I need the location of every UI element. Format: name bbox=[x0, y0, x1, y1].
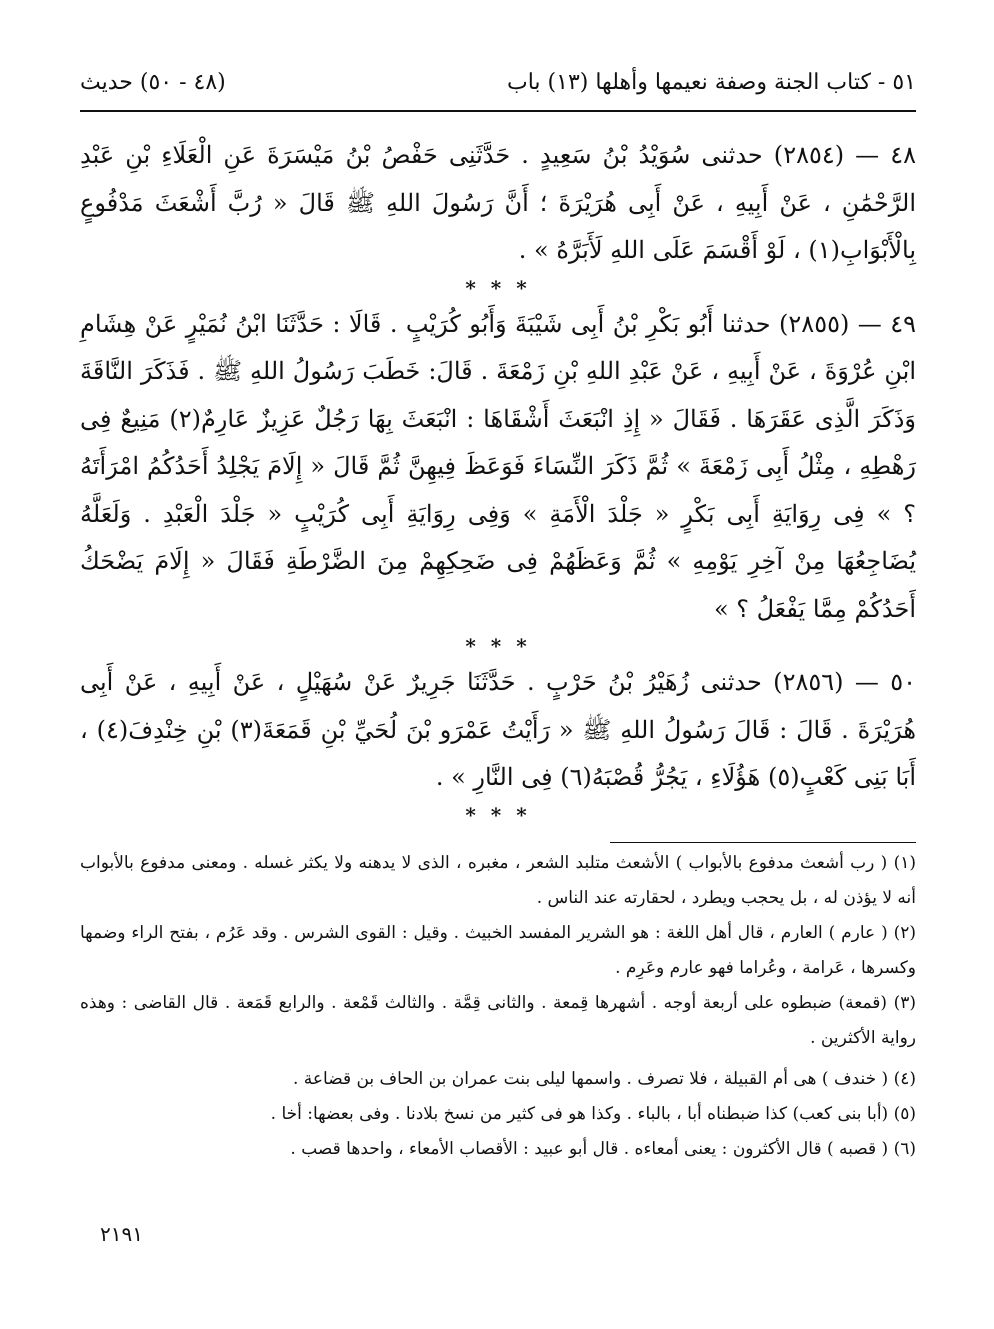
footnote-1: (١) ( رب أشعث مدفوع بالأبواب ) الأشعث متلبد الشعر ، مغبره ، الذى لا يدهنه ولا يكثر غسله . ومعنى مدفوع بالأبواب أنه لا يؤذن له ، بل يحجب ويطرد ، لحقارته عند الناس . bbox=[80, 853, 916, 908]
footnote-6: (٦) ( قصبه ) قال الأكثرون : يعنى أمعاءه . قال أبو عبيد : الأقصاب الأمعاء ، واحدها قصب . bbox=[290, 1139, 916, 1159]
footnote-5: (٥) (أبا بنى كعب) كذا ضبطناه أبا ، بالباء . وكذا هو فى كثير من نسخ بلادنا . وفى بعضها: أخا . bbox=[270, 1104, 916, 1124]
section-separator: * * * bbox=[465, 634, 531, 658]
page-number: ٢١٩١ bbox=[100, 1222, 143, 1246]
hadith-48: ٤٨ — (٢٨٥٤) حدثنى سُوَيْدُ بْنُ سَعِيدٍ . حَدَّثَنِى حَفْصُ بْنُ مَيْسَرَةَ عَنِ الْعَلَاءِ بْنِ عَبْدِ الرَّحْمَٰنِ ، عَنْ أَبِيهِ ، عَنْ أَبِى هُرَيْرَةَ ؛ أَنَّ رَسُولَ اللهِ ﷺ قَالَ « رُبَّ أَشْعَثَ مَدْفُوعٍ بِالْأَبْوَابِ(١) ، لَوْ أَقْسَمَ عَلَى اللهِ لَأَبَرَّهُ » . bbox=[80, 141, 917, 264]
footnote-3: (٣) (قمعة) ضبطوه على أربعة أوجه . أشهرها قِمعة . والثانى قِمَّة . والثالث قَمْعة . والرابع قَمَعة . قال القاضى : وهذه رواية الأكثرين . bbox=[80, 993, 916, 1048]
footnotes bbox=[80, 846, 916, 1167]
header-hadith-range: (٤٨ - ٥٠) حديث bbox=[80, 70, 226, 95]
header-divider bbox=[80, 110, 916, 112]
main-text bbox=[80, 132, 916, 828]
hadith-50: ٥٠ — (٢٨٥٦) حدثنى زُهَيْرُ بْنُ حَرْبٍ . حَدَّثَنَا جَرِيرٌ عَنْ سُهَيْلٍ ، عَنْ أَبِيهِ ، عَنْ أَبِى هُرَيْرَةَ . قَالَ : قَالَ رَسُولُ اللهِ ﷺ « رَأَيْتُ عَمْرَو بْنَ لُحَيِّ بْنِ قَمَعَةَ(٣) بْنِ خِنْدِفَ(٤) ، أَبَا بَنِى كَعْبٍ(٥) هَؤُلَاءِ ، يَجُرُّ قُصْبَهُ(٦) فِى النَّارِ » . bbox=[80, 668, 917, 791]
section-separator: * * * bbox=[465, 275, 531, 300]
section-separator: * * * bbox=[465, 802, 531, 827]
footnote-divider bbox=[610, 842, 916, 843]
running-header bbox=[80, 66, 916, 110]
header-chapter-title: ٥١ - كتاب الجنة وصفة نعيمها وأهلها (١٣) باب bbox=[507, 70, 916, 95]
hadith-49: ٤٩ — (٢٨٥٥) حدثنا أَبُو بَكْرِ بْنُ أَبِى شَيْبَةَ وَأَبُو كُرَيْبٍ . قَالَا : حَدَّثَنَا ابْنُ نُمَيْرٍ عَنْ هِشَامِ ابْنِ عُرْوَةَ ، عَنْ أَبِيهِ ، عَنْ عَبْدِ اللهِ بْنِ زَمْعَةَ . قَالَ: خَطَبَ رَسُولُ اللهِ ﷺ . فَذَكَرَ النَّاقَةَ وَذَكَرَ الَّذِى عَقَرَهَا . فَقَالَ « إِذِ انْبَعَثَ أَشْقَاهَا : انْبَعَثَ بِهَا رَجُلٌ عَزِيزٌ عَارِمٌ(٢) مَنِيعٌ فِى رَهْطِهِ ، مِثْلُ أَبِى زَمْعَةَ » ثُمَّ ذَكَرَ النِّسَاءَ فَوَعَظَ فِيهِنَّ ثُمَّ قَالَ « إِلَامَ يَجْلِدُ أَحَدُكُمُ امْرَأَتَهُ ؟ » فِى رِوَايَةِ أَبِى بَكْرٍ « جَلْدَ الْأَمَةِ » وَفِى رِوَايَةِ أَبِى كُرَيْبٍ « جَلْدَ الْعَبْدِ . وَلَعَلَّهُ يُضَاجِعُهَا مِنْ آخِرِ يَوْمِهِ » ثُمَّ وَعَظَهُمْ فِى ضَحِكِهِمْ مِنَ الضَّرْطَةِ فَقَالَ « إِلَامَ يَضْحَكُ أَحَدُكُمْ مِمَّا يَفْعَلُ ؟ » bbox=[80, 309, 917, 623]
footnote-4: (٤) ( خندف ) هى أم القبيلة ، فلا تصرف . واسمها ليلى بنت عمران بن الحاف بن قضاعة . bbox=[292, 1069, 916, 1089]
footnote-2: (٢) ( عارم ) العارم ، قال أهل اللغة : هو الشرير المفسد الخبيث . وقيل : القوى الشرس . وقد عَرُم ، بفتح الراء وضمها وكسرها ، عَرامة ، وعُراما فهو عارم وعَرِم . bbox=[80, 923, 916, 978]
